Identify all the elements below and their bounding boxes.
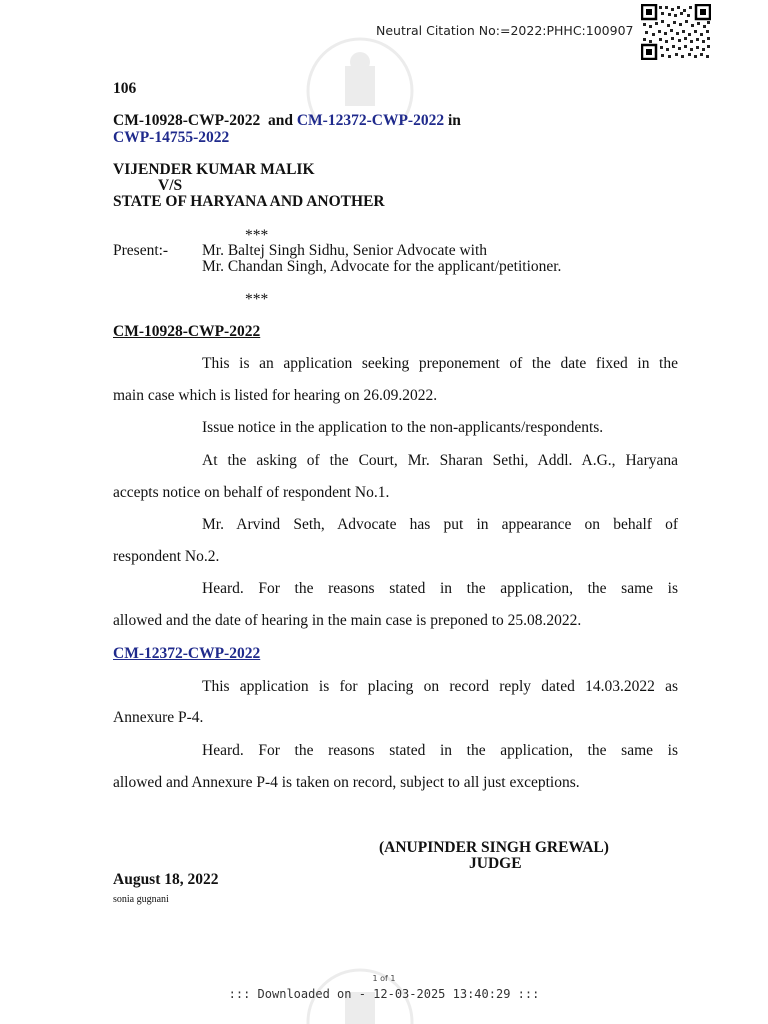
neutral-citation: Neutral Citation No:=2022:PHHC:100907	[376, 23, 634, 38]
section1-para5-line1: Heard. For the reasons stated in the application, the same is	[202, 580, 678, 597]
order-date: August 18, 2022	[113, 871, 219, 888]
page-indicator: 1 of 1	[372, 974, 396, 983]
respondent-name: STATE OF HARYANA AND ANOTHER	[113, 193, 385, 210]
main-case-number-link[interactable]: CWP-14755-2022	[113, 129, 230, 146]
separator-stars: ***	[245, 227, 269, 244]
serial-number: 106	[113, 80, 137, 97]
judge-name: (ANUPINDER SINGH GREWAL)	[379, 839, 609, 856]
section2-para1-line2: Annexure P-4.	[113, 709, 204, 726]
section1-para4-line2: respondent No.2.	[113, 548, 220, 565]
versus-text: V/S	[158, 177, 183, 194]
case-number-cm-12372-link[interactable]: CM-12372-CWP-2022	[296, 112, 445, 129]
qr-code-icon	[641, 4, 711, 60]
present-counsel-line1: Mr. Baltej Singh Sidhu, Senior Advocate with	[202, 242, 488, 259]
section1-para1-line2: main case which is listed for hearing on 26.09.2022.	[113, 387, 438, 404]
section1-para4-line1: Mr. Arvind Seth, Advocate has put in appearance on behalf of	[202, 516, 678, 533]
section-heading-cm-12372-link[interactable]: CM-12372-CWP-2022	[113, 645, 261, 662]
case-in-text: in	[447, 112, 461, 129]
section1-para3-line1: At the asking of the Court, Mr. Sharan Sethi, Addl. A.G., Haryana	[202, 452, 678, 469]
present-counsel-line2: Mr. Chandan Singh, Advocate for the applicant/petitioner.	[202, 258, 562, 275]
case-and-text: and	[267, 112, 293, 129]
judge-title: JUDGE	[469, 855, 522, 872]
case-number-cm-10928: CM-10928-CWP-2022	[113, 112, 261, 129]
separator-stars-2: ***	[245, 291, 269, 308]
section2-para2-line2: allowed and Annexure P-4 is taken on record, subject to all just exceptions.	[113, 774, 580, 791]
download-timestamp: ::: Downloaded on - 12-03-2025 13:40:29 :::	[228, 987, 540, 1001]
section2-para1-line1: This application is for placing on record reply dated 14.03.2022 as	[202, 678, 678, 695]
section2-para2-line1: Heard. For the reasons stated in the application, the same is	[202, 742, 678, 759]
section1-para1-line1: This is an application seeking preponement of the date fixed in the	[202, 355, 678, 372]
stenographer-name: sonia gugnani	[113, 894, 169, 905]
section1-para5-line2: allowed and the date of hearing in the main case is preponed to 25.08.2022.	[113, 612, 582, 629]
section1-para3-line2: accepts notice on behalf of respondent No.1.	[113, 484, 390, 501]
present-label: Present:-	[113, 242, 169, 259]
section-heading-cm-10928: CM-10928-CWP-2022	[113, 323, 261, 340]
petitioner-name: VIJENDER KUMAR MALIK	[113, 161, 315, 178]
section1-para2: Issue notice in the application to the non-applicants/respondents.	[202, 419, 604, 436]
